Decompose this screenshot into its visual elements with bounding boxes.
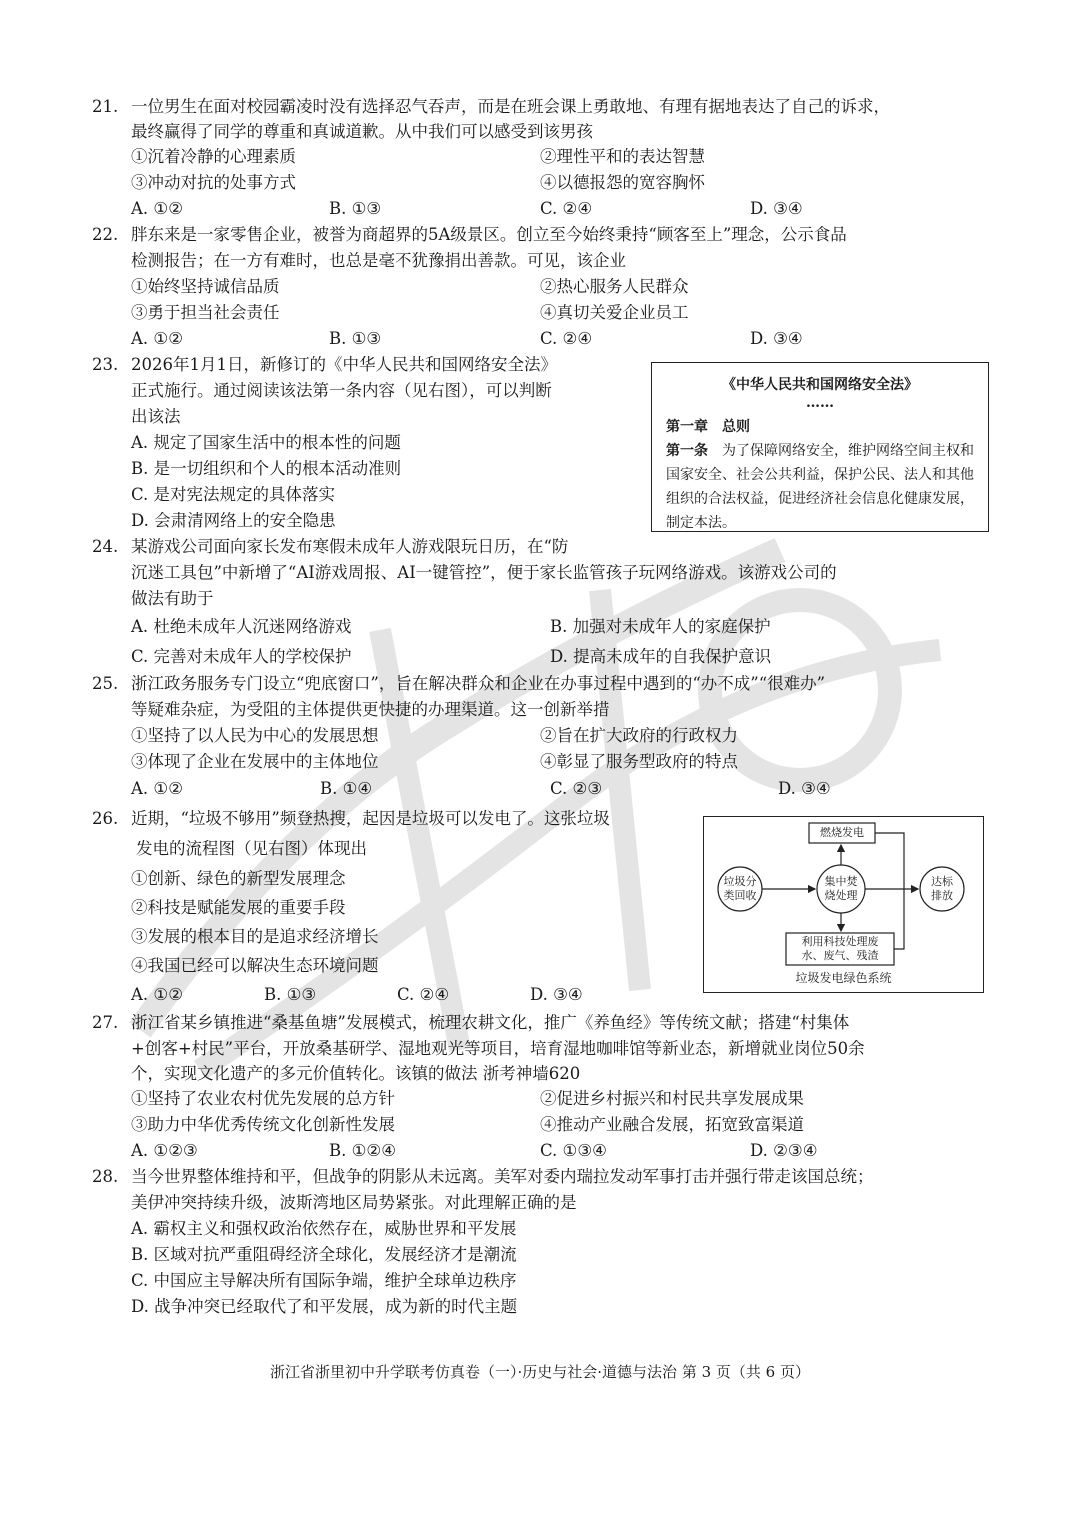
question-number: 24.	[92, 537, 119, 556]
flowchart-caption: 垃圾发电绿色系统	[795, 971, 892, 985]
flow-label-center	[817, 875, 865, 903]
choice-c: C. ①③④	[540, 1141, 607, 1160]
question-stem: 浙江省某乡镇推进“桑基鱼塘”发展模式，梳理农耕文化，推广《养鱼经》等传统文献；搭建“村集体	[131, 1013, 850, 1032]
flow-label-burn: 燃烧发电	[820, 826, 864, 839]
flow-label-tech	[786, 935, 894, 963]
law-excerpt-box	[651, 362, 989, 532]
choice-c: C. ②④	[397, 985, 450, 1004]
flow-text: 烧处理	[824, 889, 858, 902]
statement-option: ①坚持了以人民为中心的发展思想	[131, 726, 379, 745]
choice-d: D. ③④	[750, 329, 803, 348]
question-stem: 某游戏公司面向家长发布寒假未成年人游戏限玩日历，在“防	[131, 537, 569, 556]
article-text: 为了保障网络安全，维护网络空间主权和国家安全、社会公共利益，保护公民、法人和其他组织的合法权益，促进经济社会信息化健康发展，制定本法。	[666, 443, 974, 531]
choice-d: D. 提高未成年的自我保护意识	[550, 647, 772, 666]
choice-a: A. ①②	[131, 329, 183, 348]
flow-text: 水、废气、残渣	[801, 949, 879, 962]
question-number: 27.	[92, 1013, 119, 1032]
statement-option: ②科技是赋能发展的重要手段	[131, 898, 346, 917]
question-stem: 胖东来是一家零售企业，被誉为商超界的5A级景区。创立至今始终秉持“顾客至上”理念，公示食品	[131, 225, 847, 244]
statement-option: ④真切关爱企业员工	[540, 303, 689, 322]
choice-d: D. ②③④	[750, 1141, 818, 1160]
question-stem: 浙江政务服务专门设立“兜底窗口”，旨在解决群众和企业在办事过程中遇到的“办不成”“很难办”	[131, 674, 826, 693]
choice-b: B. 加强对未成年人的家庭保护	[550, 617, 771, 636]
choice-d: D. 会肃清网络上的安全隐患	[131, 511, 336, 530]
choice-c: C. 中国应主导解决所有国际争端，维护全球单边秩序	[131, 1271, 517, 1290]
statement-option: ③勇于担当社会责任	[131, 303, 280, 322]
flow-text: 垃圾分	[723, 875, 757, 888]
law-article	[666, 439, 976, 535]
question-number: 28.	[92, 1167, 119, 1186]
question-stem: 正式施行。通过阅读该法第一条内容（见右图），可以判断	[131, 381, 552, 400]
choice-b: B. ①③	[264, 985, 317, 1004]
choice-a: A. 规定了国家生活中的根本性的问题	[131, 433, 401, 452]
choice-a: A. ①②	[131, 199, 183, 218]
flow-text: 达标	[931, 875, 953, 888]
article-label: 第一条	[666, 443, 708, 459]
flow-label-std	[920, 875, 964, 903]
question-stem: 检测报告；在一方有难时，也总是毫不犹豫捐出善款。可见，该企业	[131, 251, 626, 270]
question-stem: 最终赢得了同学的尊重和真诚道歉。从中我们可以感受到该男孩	[131, 122, 593, 141]
question-stem: 当今世界整体维持和平，但战争的阴影从未远离。美军对委内瑞拉发动军事打击并强行带走该国总统；	[131, 1167, 874, 1186]
question-stem: 发电的流程图（见右图）体现出	[136, 839, 367, 858]
question-number: 22.	[92, 225, 119, 244]
choice-b: B. ①③	[329, 199, 382, 218]
statement-option: ④彰显了服务型政府的特点	[540, 752, 738, 771]
question-number: 26.	[92, 809, 119, 828]
choice-c: C. ②④	[540, 329, 593, 348]
choice-a: A. ①②	[131, 985, 183, 1004]
statement-option: ④以德报怨的宽容胸怀	[540, 173, 705, 192]
question-stem: 2026年1月1日，新修订的《中华人民共和国网络安全法》	[131, 355, 557, 374]
flow-connector	[894, 889, 904, 949]
question-stem: 一位男生在面对校园霸凌时没有选择忍气吞声，而是在班会课上勇敢地、有理有据地表达了自己的诉求，	[131, 97, 890, 116]
choice-c: C. 完善对未成年人的学校保护	[131, 647, 352, 666]
choice-d: D. ③④	[530, 985, 583, 1004]
flow-text: 集中焚	[824, 875, 858, 888]
flow-label-sort	[718, 875, 762, 903]
flow-text: 排放	[931, 889, 953, 902]
law-chapter: 第一章 总则	[666, 419, 750, 435]
choice-c: C. 是对宪法规定的具体落实	[131, 485, 336, 504]
choice-a: A. ①②	[131, 779, 183, 798]
flow-connector	[875, 833, 904, 889]
question-stem: 美伊冲突持续升级，波斯湾地区局势紧张。对此理解正确的是	[131, 1193, 577, 1212]
law-ellipsis: ……	[806, 395, 834, 411]
question-stem: 个，实现文化遗产的多元价值转化。该镇的做法 浙考神墙620	[131, 1064, 581, 1083]
question-stem: 近期，“垃圾不够用”频登热搜，起因是垃圾可以发电了。这张垃圾	[131, 809, 610, 828]
statement-option: ③体现了企业在发展中的主体地位	[131, 752, 379, 771]
page-footer: 浙江省浙里初中升学联考仿真卷（一）·历史与社会·道德与法治 第 3 页（共 6 页）	[270, 1363, 810, 1381]
choice-b: B. ①③	[329, 329, 382, 348]
statement-option: ①坚持了农业农村优先发展的总方针	[131, 1089, 395, 1108]
choice-d: D. 战争冲突已经取代了和平发展，成为新的时代主题	[131, 1297, 518, 1316]
statement-option: ④推动产业融合发展，拓宽致富渠道	[540, 1115, 804, 1134]
waste-power-flowchart	[703, 816, 984, 993]
choice-d: D. ③④	[778, 779, 831, 798]
question-stem: 出该法	[131, 407, 181, 426]
flow-text: 类回收	[723, 889, 757, 902]
question-number: 21.	[92, 97, 119, 116]
flowchart-diagram	[704, 817, 982, 991]
statement-option: ③助力中华优秀传统文化创新性发展	[131, 1115, 395, 1134]
flow-text: 利用科技处理废	[801, 935, 879, 948]
statement-option: ②促进乡村振兴和村民共享发展成果	[540, 1089, 804, 1108]
choice-c: C. ②③	[550, 779, 603, 798]
question-stem: 做法有助于	[131, 589, 214, 608]
law-title: 《中华人民共和国网络安全法》	[722, 377, 918, 393]
question-number: 25.	[92, 674, 119, 693]
choice-b: B. ①②④	[329, 1141, 396, 1160]
statement-option: ①创新、绿色的新型发展理念	[131, 869, 346, 888]
question-number: 23.	[92, 355, 119, 374]
choice-b: B. 是一切组织和个人的根本活动准则	[131, 459, 402, 478]
choice-c: C. ②④	[540, 199, 593, 218]
statement-option: ④我国已经可以解决生态环境问题	[131, 956, 379, 975]
statement-option: ②热心服务人民群众	[540, 277, 689, 296]
choice-a: A. ①②③	[131, 1141, 198, 1160]
choice-a: A. 杜绝未成年人沉迷网络游戏	[131, 617, 352, 636]
choice-d: D. ③④	[750, 199, 803, 218]
statement-option: ①沉着冷静的心理素质	[131, 147, 296, 166]
statement-option: ①始终坚持诚信品质	[131, 277, 280, 296]
statement-option: ③冲动对抗的处事方式	[131, 173, 296, 192]
statement-option: ②旨在扩大政府的行政权力	[540, 726, 738, 745]
question-stem: 沉迷工具包”中新增了“AI游戏周报、AI一键管控”，便于家长监管孩子玩网络游戏。该游戏公司的	[131, 563, 837, 582]
choice-b: B. ①④	[320, 779, 373, 798]
choice-b: B. 区域对抗严重阻碍经济全球化，发展经济才是潮流	[131, 1245, 517, 1264]
statement-option: ②理性平和的表达智慧	[540, 147, 705, 166]
statement-option: ③发展的根本目的是追求经济增长	[131, 927, 379, 946]
choice-a: A. 霸权主义和强权政治依然存在，威胁世界和平发展	[131, 1219, 517, 1238]
question-stem: 等疑难杂症，为受阻的主体提供更快捷的办理渠道。这一创新举措	[131, 700, 610, 719]
question-stem: +创客+村民”平台，开放桑基研学、湿地观光等项目，培育湿地咖啡馆等新业态，新增就业岗位50余	[131, 1039, 865, 1058]
